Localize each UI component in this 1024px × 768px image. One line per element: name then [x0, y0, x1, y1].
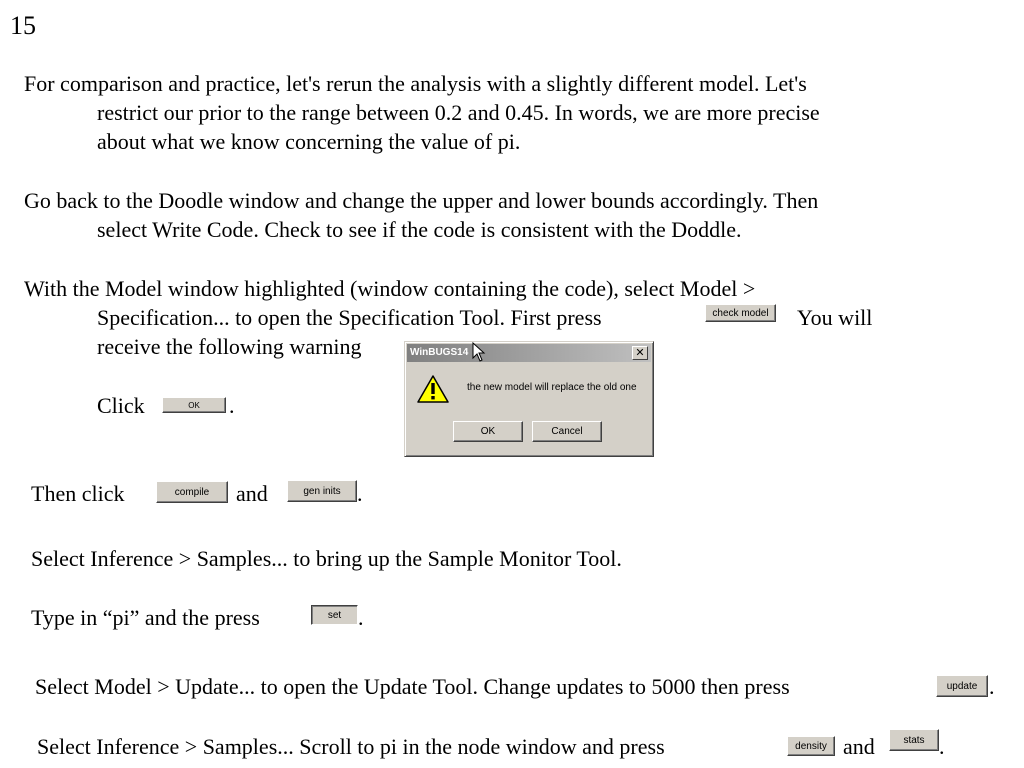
arrow-cursor-icon [472, 342, 486, 362]
click-label: Click [97, 393, 145, 418]
paragraph3-line3: receive the following warning [97, 334, 362, 359]
density-button[interactable]: density [787, 736, 835, 756]
then-click-label: Then click [31, 481, 125, 506]
dialog-title-bar[interactable] [407, 344, 651, 362]
compile-button[interactable]: compile [156, 481, 228, 503]
dialog-title: WinBUGS14 [410, 347, 469, 358]
page-number: 15 [10, 11, 36, 40]
warning-dialog [404, 341, 654, 457]
paragraph1-line3: about what we know concerning the value of pi. [97, 129, 521, 154]
period-1: . [357, 481, 363, 506]
set-button[interactable]: set [311, 605, 358, 625]
dialog-message: the new model will replace the old one [467, 382, 637, 393]
dialog-cancel-button[interactable]: Cancel [532, 421, 602, 442]
dialog-ok-button[interactable]: OK [453, 421, 523, 442]
warning-icon [417, 374, 449, 404]
paragraph3-line1: With the Model window highlighted (window containing the code), select Model > [24, 276, 756, 301]
paragraph1-line2: restrict our prior to the range between 0.2 and 0.45. In words, we are more precise [97, 100, 820, 125]
period-2: . [358, 605, 364, 630]
gen-inits-button[interactable]: gen inits [287, 480, 357, 502]
select-inference-samples-instruction: Select Inference > Samples... Scroll to pi in the node window and press [37, 734, 665, 759]
paragraph3-line2a: Specification... to open the Specification Tool. First press [97, 305, 602, 330]
check-model-button[interactable]: check model [705, 304, 776, 322]
paragraph3-line2b: You will [797, 305, 873, 330]
paragraph1-line1: For comparison and practice, let's rerun the analysis with a slightly different model. Let's [24, 71, 807, 96]
select-inference-instruction: Select Inference > Samples... to bring up the Sample Monitor Tool. [31, 546, 622, 571]
click-period: . [229, 393, 235, 418]
select-model-update-instruction: Select Model > Update... to open the Update Tool. Change updates to 5000 then press [35, 674, 790, 699]
and-label-1: and [236, 481, 268, 506]
type-in-instruction: Type in “pi” and the press [31, 605, 260, 630]
period-4: . [939, 734, 945, 759]
and-label-2: and [843, 734, 875, 759]
close-icon[interactable]: ✕ [632, 346, 648, 360]
period-3: . [989, 674, 995, 699]
ok-button-image[interactable]: OK [162, 397, 226, 413]
stats-button[interactable]: stats [889, 729, 939, 751]
paragraph2-line1: Go back to the Doodle window and change the upper and lower bounds accordingly. Then [24, 188, 819, 213]
paragraph2-line2: select Write Code. Check to see if the code is consistent with the Doddle. [97, 217, 742, 242]
update-button[interactable]: update [936, 675, 988, 697]
